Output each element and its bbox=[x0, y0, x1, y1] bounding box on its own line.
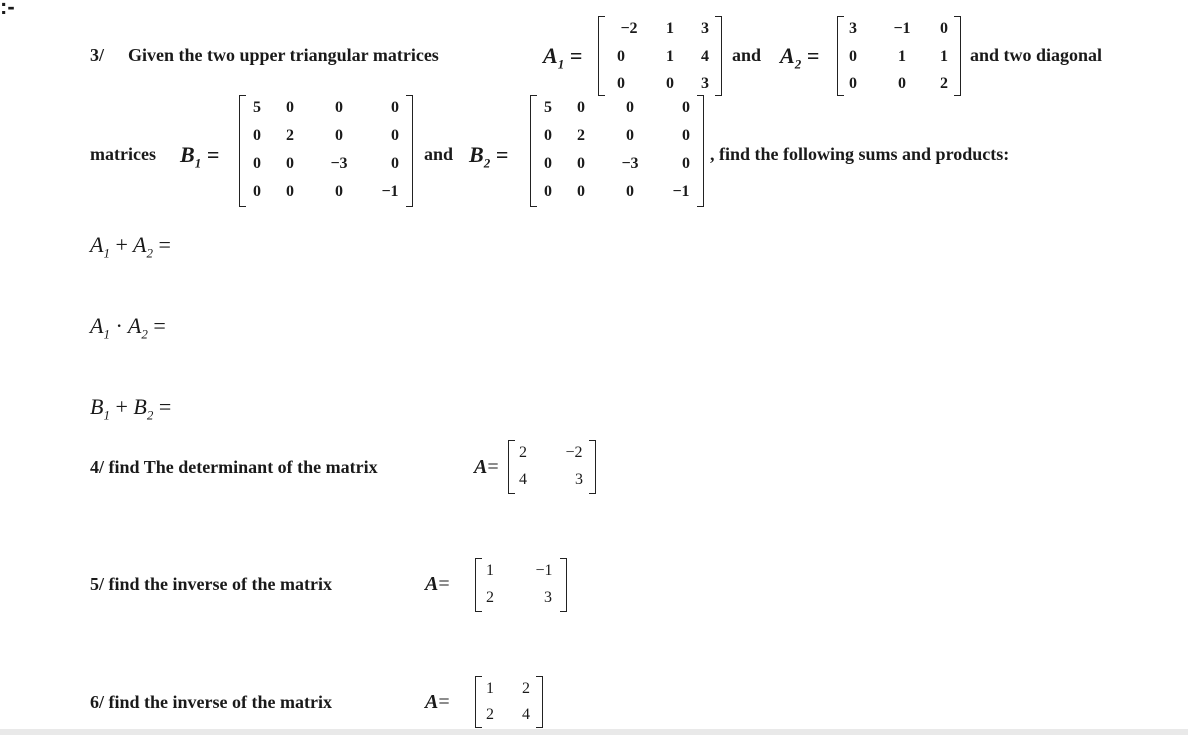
q5-text: 5/ find the inverse of the matrix bbox=[90, 574, 332, 594]
a2-label: $A_2$ = bbox=[780, 43, 820, 72]
equation-a1-plus-a2: $A_1 + A_2$ = bbox=[90, 232, 171, 261]
equation-b1-plus-b2: $B_1 + B_2$ = bbox=[90, 394, 172, 423]
q3-instruction-text: , find the following sums and products: bbox=[710, 144, 1010, 164]
q3-intro-text: Given the two upper triangular matrices bbox=[128, 45, 439, 65]
q6-matrix-label: A= bbox=[425, 691, 450, 713]
q3-number: 3/ bbox=[90, 45, 105, 65]
matrix-a1: −2 1 3 0 1 4 0 0 3 bbox=[598, 16, 722, 96]
corner-mark: :- bbox=[0, 0, 15, 19]
matrix-q6: 1 2 2 4 bbox=[475, 676, 543, 728]
q5-matrix-label: A= bbox=[425, 573, 450, 595]
matrix-b1: 5 0 0 0 0 2 0 0 0 0 −3 0 0 0 0 −1 bbox=[239, 95, 413, 207]
matrix-a2: 3 −1 0 0 1 1 0 0 2 bbox=[837, 16, 961, 96]
b1-label: $B_1$ = bbox=[180, 142, 220, 171]
q3-diagonal-text: and two diagonal bbox=[970, 45, 1103, 65]
and-text-1: and bbox=[732, 45, 762, 65]
matrix-b2: 5 0 0 0 0 2 0 0 0 0 −3 0 0 0 0 −1 bbox=[530, 95, 704, 207]
equation-a1-times-a2: $A_1 \cdot A_2$ = bbox=[90, 313, 166, 342]
q6-text: 6/ find the inverse of the matrix bbox=[90, 692, 332, 712]
a1-label: $A_1$ = bbox=[543, 43, 583, 72]
q4-text: 4/ find The determinant of the matrix bbox=[90, 457, 378, 477]
b2-label: $B_2$ = bbox=[469, 142, 509, 171]
matrices-text: matrices bbox=[90, 144, 156, 164]
and-text-2: and bbox=[424, 144, 454, 164]
q4-matrix-label: A= bbox=[474, 456, 499, 478]
matrix-q5: 1 −1 2 3 bbox=[475, 558, 567, 612]
bottom-scroll-strip bbox=[0, 729, 1188, 735]
matrix-q4: 2 −2 4 3 bbox=[508, 440, 596, 494]
